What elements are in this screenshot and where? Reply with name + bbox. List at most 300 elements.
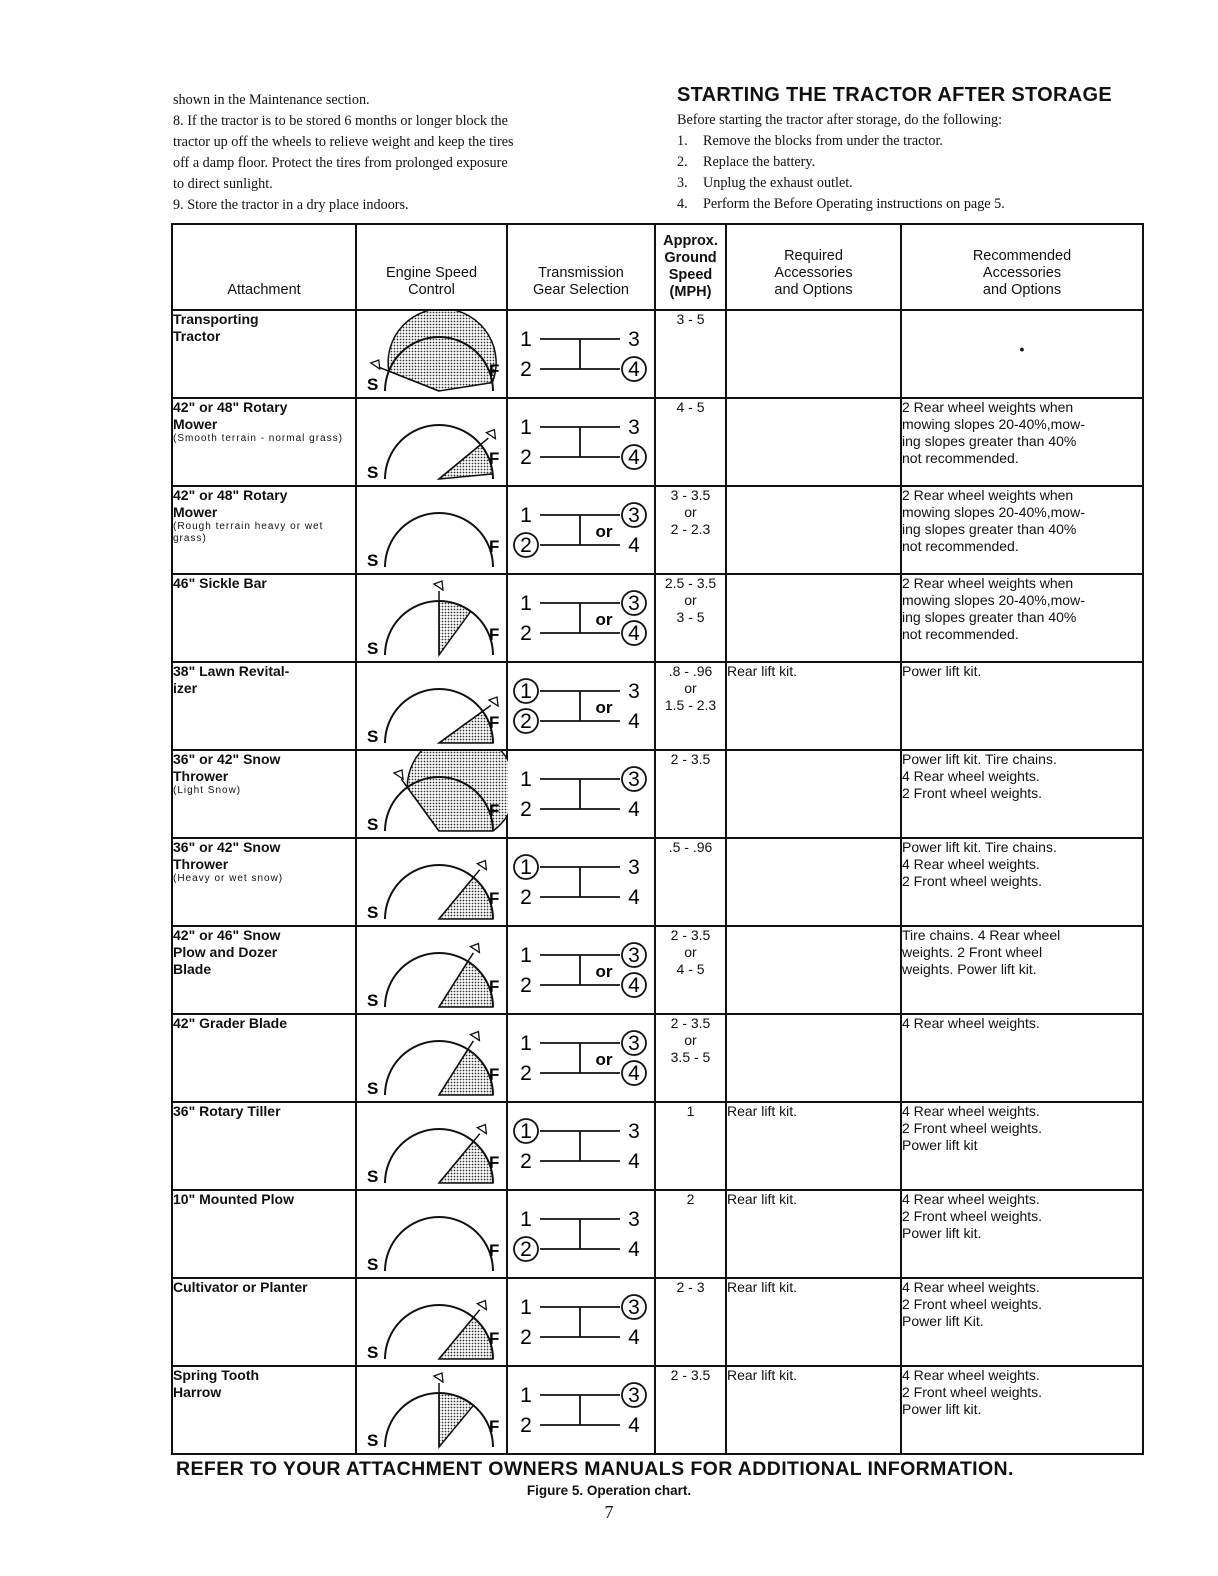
gear-1-label: 1	[520, 416, 532, 439]
engine-speed-cell	[356, 1278, 507, 1366]
ground-speed-line: 1	[686, 1103, 695, 1119]
attachment-name-line: Transporting	[173, 311, 259, 327]
engine-speed-gauge	[357, 487, 508, 573]
lever-start-arrow	[434, 1373, 443, 1382]
attachment-name-line: Mower	[173, 416, 218, 432]
recommended-accessory-line: 2 Front wheel weights.	[902, 1296, 1043, 1312]
gear-selection-diagram	[508, 1367, 656, 1453]
fast-label: F	[489, 713, 500, 732]
table-row	[172, 926, 1143, 1014]
recommended-accessories-cell	[901, 1102, 1143, 1190]
fast-label: F	[489, 1241, 500, 1260]
recommended-accessory-line: Power lift kit.	[902, 1225, 982, 1241]
recommended-accessories-cell	[901, 1366, 1143, 1454]
ground-speed-cell	[655, 1014, 726, 1102]
gear-1-label: 1	[520, 592, 532, 615]
engine-speed-gauge	[357, 1279, 508, 1365]
recommended-accessory-line: Power lift kit. Tire chains.	[902, 839, 1057, 855]
recommended-accessories-cell	[901, 1190, 1143, 1278]
gear-3-label: 3	[628, 856, 640, 879]
gear-2-label: 2	[520, 886, 532, 909]
attachment-name-line: 36" Rotary Tiller	[173, 1103, 281, 1119]
attachment-name	[172, 398, 356, 486]
gear-1-label: 1	[520, 1032, 532, 1055]
required-accessories-cell	[726, 1014, 901, 1102]
engine-speed-cell	[356, 486, 507, 574]
gear-2-label: 2	[520, 534, 532, 557]
gear-1-label: 1	[520, 944, 532, 967]
attachment-name-line: 10" Mounted Plow	[173, 1191, 294, 1207]
header-engine-speed: Engine Speed Control	[356, 224, 507, 310]
right-column	[677, 84, 1147, 215]
engine-speed-gauge	[357, 399, 508, 485]
left-text-line: shown in the Maintenance section.	[173, 92, 370, 108]
recommended-accessory-line: Power lift kit.	[902, 1401, 982, 1417]
recommended-accessory-line: weights. 2 Front wheel	[902, 944, 1043, 960]
ground-speed-cell	[655, 1366, 726, 1454]
slow-label: S	[367, 1167, 379, 1186]
transmission-cell	[507, 662, 655, 750]
engine-speed-gauge	[357, 927, 508, 1013]
recommended-accessories-cell	[901, 574, 1143, 662]
transmission-cell	[507, 486, 655, 574]
gear-4-label: 4	[628, 1414, 640, 1437]
transmission-cell	[507, 750, 655, 838]
gear-4-label: 4	[628, 974, 640, 997]
slow-label: S	[367, 463, 379, 482]
table-row	[172, 1102, 1143, 1190]
left-column-text	[173, 90, 643, 216]
fast-label: F	[489, 1065, 500, 1084]
step-text: Unplug the exhaust outlet.	[703, 175, 853, 191]
recommended-accessory-line: Tire chains. 4 Rear wheel	[902, 927, 1061, 943]
gear-3-label: 3	[628, 944, 640, 967]
gear-2-label: 2	[520, 710, 532, 733]
gear-2-label: 2	[520, 1062, 532, 1085]
gauge-arc	[385, 1217, 493, 1271]
required-accessories-cell	[726, 310, 901, 398]
ground-speed-line: 3.5 - 5	[670, 1049, 711, 1065]
transmission-cell	[507, 926, 655, 1014]
recommended-accessory-line: ing slopes greater than 40%	[902, 609, 1077, 625]
required-accessory-line: Rear lift kit.	[727, 1103, 798, 1119]
operation-chart	[171, 223, 1144, 1455]
ground-speed-line: or	[684, 680, 697, 696]
gear-4-label: 4	[628, 886, 640, 909]
gear-4-label: 4	[628, 1150, 640, 1173]
gear-selection-diagram	[508, 1015, 656, 1101]
required-accessory-line: Rear lift kit.	[727, 1191, 798, 1207]
lever-start-arrow	[486, 430, 495, 439]
ground-speed-line: 3 - 5	[676, 311, 705, 327]
recommended-accessories-cell	[901, 662, 1143, 750]
transmission-cell	[507, 1014, 655, 1102]
gear-1-label: 1	[520, 1120, 532, 1143]
table-row	[172, 1278, 1143, 1366]
attachment-condition: (Light Snow)	[173, 785, 242, 796]
attachment-condition: (Heavy or wet snow)	[173, 873, 284, 884]
required-accessories-cell	[726, 750, 901, 838]
attachment-name	[172, 574, 356, 662]
or-label: or	[595, 962, 613, 981]
ground-speed-line: 2.5 - 3.5	[664, 575, 717, 591]
table-row	[172, 486, 1143, 574]
ground-speed-line: or	[684, 1032, 697, 1048]
gear-1-label: 1	[520, 680, 532, 703]
gear-4-label: 4	[628, 1238, 640, 1261]
recommended-accessory-line: •	[1019, 341, 1025, 357]
header-recommended-accessories: Recommended Accessories and Options	[901, 224, 1143, 310]
gear-2-label: 2	[520, 1238, 532, 1261]
gear-3-label: 3	[628, 1296, 640, 1319]
gear-1-label: 1	[520, 768, 532, 791]
lever-start-arrow	[470, 1032, 479, 1041]
recommended-accessory-line: 4 Rear wheel weights.	[902, 1279, 1040, 1295]
step-number: 1.	[677, 133, 688, 149]
ground-speed-line: 2 - 3.5	[670, 927, 711, 943]
gear-3-label: 3	[628, 1208, 640, 1231]
slow-label: S	[367, 1343, 379, 1362]
speed-range-wedge	[439, 1141, 493, 1183]
left-text-line: tractor up off the wheels to relieve weight and keep the tires	[173, 134, 514, 150]
attachment-name	[172, 1190, 356, 1278]
engine-speed-gauge	[357, 663, 508, 749]
lever-start-arrow	[394, 770, 403, 779]
attachment-name-line: Thrower	[173, 856, 229, 872]
ground-speed-line: 4 - 5	[676, 399, 705, 415]
gear-1-label: 1	[520, 328, 532, 351]
ground-speed-cell	[655, 1278, 726, 1366]
gear-4-label: 4	[628, 798, 640, 821]
gear-2-label: 2	[520, 1326, 532, 1349]
lever-start-arrow	[434, 581, 443, 590]
attachment-name-line: 36" or 42" Snow	[173, 839, 281, 855]
table-row	[172, 662, 1143, 750]
recommended-accessory-line: weights. Power lift kit.	[902, 961, 1037, 977]
required-accessories-cell	[726, 574, 901, 662]
ground-speed-cell	[655, 926, 726, 1014]
gauge-arc	[385, 513, 493, 567]
gear-3-label: 3	[628, 328, 640, 351]
gear-4-label: 4	[628, 1062, 640, 1085]
fast-label: F	[489, 977, 500, 996]
engine-speed-gauge	[357, 839, 508, 925]
ground-speed-line: 2 - 2.3	[670, 521, 711, 537]
recommended-accessories-cell	[901, 926, 1143, 1014]
lever-start-arrow	[477, 861, 486, 870]
attachment-name	[172, 1014, 356, 1102]
or-label: or	[595, 1050, 613, 1069]
ground-speed-line: 1.5 - 2.3	[664, 697, 717, 713]
gear-selection-diagram	[508, 1191, 656, 1277]
fast-label: F	[489, 1329, 500, 1348]
storage-step	[677, 173, 1147, 194]
step-text: Perform the Before Operating instructions on page 5.	[703, 196, 1005, 212]
step-number: 4.	[677, 196, 688, 212]
fast-label: F	[489, 625, 500, 644]
ground-speed-line: .5 - .96	[668, 839, 713, 855]
slow-label: S	[367, 639, 379, 658]
table-row	[172, 1366, 1143, 1454]
attachment-name	[172, 838, 356, 926]
attachment-name	[172, 750, 356, 838]
header-attachment: Attachment	[172, 224, 356, 310]
lever-start-arrow	[477, 1301, 486, 1310]
lever-start-arrow	[371, 360, 380, 369]
slow-label: S	[367, 1255, 379, 1274]
ground-speed-line: 2 - 3.5	[670, 1015, 711, 1031]
page-number: 7	[604, 1502, 614, 1522]
recommended-accessory-line: 2 Rear wheel weights when	[902, 399, 1074, 415]
gear-2-label: 2	[520, 974, 532, 997]
fast-label: F	[489, 1417, 500, 1436]
ground-speed-line: 2 - 3.5	[670, 751, 711, 767]
recommended-accessory-line: 4 Rear wheel weights.	[902, 1015, 1040, 1031]
attachment-name	[172, 662, 356, 750]
left-text-line: off a damp floor. Protect the tires from prolonged exposure	[173, 155, 508, 171]
engine-speed-gauge	[357, 1015, 508, 1101]
engine-speed-gauge	[357, 1103, 508, 1189]
attachment-condition: (Smooth terrain - normal grass)	[173, 433, 343, 444]
storage-step	[677, 194, 1147, 215]
recommended-accessory-line: 2 Front wheel weights.	[902, 1208, 1043, 1224]
ground-speed-line: 2 - 3.5	[670, 1367, 711, 1383]
table-row	[172, 1190, 1143, 1278]
table-row	[172, 310, 1143, 398]
lever-start-arrow	[470, 944, 479, 953]
attachment-name-line: Cultivator or Planter	[173, 1279, 308, 1295]
gear-4-label: 4	[628, 358, 640, 381]
gear-1-label: 1	[520, 1296, 532, 1319]
required-accessories-cell	[726, 926, 901, 1014]
ground-speed-line: 3 - 5	[676, 609, 705, 625]
ground-speed-cell	[655, 574, 726, 662]
gear-2-label: 2	[520, 1414, 532, 1437]
recommended-accessory-line: 2 Front wheel weights.	[902, 873, 1043, 889]
attachment-name-line: Spring Tooth	[173, 1367, 260, 1383]
required-accessories-cell	[726, 1190, 901, 1278]
required-accessories-cell	[726, 486, 901, 574]
gear-1-label: 1	[520, 1208, 532, 1231]
gear-3-label: 3	[628, 592, 640, 615]
slow-label: S	[367, 727, 379, 746]
recommended-accessories-cell	[901, 750, 1143, 838]
attachment-name-line: 42" or 46" Snow	[173, 927, 281, 943]
ground-speed-cell	[655, 1102, 726, 1190]
gear-3-label: 3	[628, 1032, 640, 1055]
engine-speed-gauge	[357, 751, 508, 837]
attachment-name-line: Thrower	[173, 768, 229, 784]
required-accessories-cell	[726, 1102, 901, 1190]
attachment-name	[172, 926, 356, 1014]
recommended-accessory-line: not recommended.	[902, 450, 1019, 466]
ground-speed-cell	[655, 750, 726, 838]
required-accessory-line: Rear lift kit.	[727, 1279, 798, 1295]
gear-2-label: 2	[520, 358, 532, 381]
footer-note: REFER TO YOUR ATTACHMENT OWNERS MANUALS FOR ADDITIONAL INFORMATION.	[176, 1458, 1014, 1480]
required-accessories-cell	[726, 1278, 901, 1366]
recommended-accessory-line: mowing slopes 20-40%,mow-	[902, 592, 1085, 608]
gear-3-label: 3	[628, 1384, 640, 1407]
table-row	[172, 838, 1143, 926]
header-ground-speed: Approx. Ground Speed (MPH)	[655, 224, 726, 310]
slow-label: S	[367, 903, 379, 922]
engine-speed-cell	[356, 662, 507, 750]
engine-speed-cell	[356, 1014, 507, 1102]
recommended-accessory-line: ing slopes greater than 40%	[902, 521, 1077, 537]
section-intro: Before starting the tractor after storage, do the following:	[677, 112, 1003, 128]
gear-selection-diagram	[508, 487, 656, 573]
gear-3-label: 3	[628, 416, 640, 439]
engine-speed-cell	[356, 398, 507, 486]
recommended-accessory-line: Power lift kit	[902, 1137, 978, 1153]
fast-label: F	[489, 1153, 500, 1172]
engine-speed-cell	[356, 1102, 507, 1190]
table-row	[172, 1014, 1143, 1102]
ground-speed-line: 4 - 5	[676, 961, 705, 977]
attachment-name	[172, 486, 356, 574]
attachment-name-line: 36" or 42" Snow	[173, 751, 281, 767]
recommended-accessory-line: 4 Rear wheel weights.	[902, 1103, 1040, 1119]
slow-label: S	[367, 991, 379, 1010]
gear-4-label: 4	[628, 446, 640, 469]
required-accessories-cell	[726, 1366, 901, 1454]
recommended-accessory-line: 4 Rear wheel weights.	[902, 1191, 1040, 1207]
required-accessories-cell	[726, 838, 901, 926]
engine-speed-cell	[356, 750, 507, 838]
gear-2-label: 2	[520, 798, 532, 821]
ground-speed-line: or	[684, 504, 697, 520]
left-text-line: 9. Store the tractor in a dry place indoors.	[173, 197, 409, 213]
recommended-accessories-cell	[901, 838, 1143, 926]
speed-range-wedge	[439, 877, 493, 919]
ground-speed-cell	[655, 1190, 726, 1278]
step-number: 2.	[677, 154, 688, 170]
attachment-name-line: Blade	[173, 961, 212, 977]
slow-label: S	[367, 1431, 379, 1450]
section-title: STARTING THE TRACTOR AFTER STORAGE	[677, 84, 1113, 106]
slow-label: S	[367, 375, 379, 394]
gear-4-label: 4	[628, 1326, 640, 1349]
gear-3-label: 3	[628, 504, 640, 527]
ground-speed-cell	[655, 310, 726, 398]
ground-speed-line: or	[684, 592, 697, 608]
fast-label: F	[489, 537, 500, 556]
attachment-name	[172, 310, 356, 398]
recommended-accessory-line: 2 Front wheel weights.	[902, 1384, 1043, 1400]
required-accessory-line: Rear lift kit.	[727, 663, 798, 679]
gear-selection-diagram	[508, 663, 656, 749]
attachment-name-line: Plow and Dozer	[173, 944, 278, 960]
attachment-name-line: 38" Lawn Revital-	[173, 663, 290, 679]
gear-2-label: 2	[520, 622, 532, 645]
ground-speed-line: 2	[686, 1191, 695, 1207]
attachment-name	[172, 1102, 356, 1190]
recommended-accessory-line: not recommended.	[902, 626, 1019, 642]
engine-speed-cell	[356, 838, 507, 926]
recommended-accessory-line: 2 Front wheel weights.	[902, 1120, 1043, 1136]
gear-3-label: 3	[628, 1120, 640, 1143]
recommended-accessory-line: 4 Rear wheel weights.	[902, 768, 1040, 784]
recommended-accessories-cell	[901, 486, 1143, 574]
recommended-accessory-line: Power lift Kit.	[902, 1313, 984, 1329]
attachment-name	[172, 1366, 356, 1454]
engine-speed-gauge	[357, 311, 508, 397]
gear-selection-diagram	[508, 1103, 656, 1189]
attachment-condition: (Rough terrain heavy or wet grass)	[173, 521, 324, 544]
ground-speed-cell	[655, 398, 726, 486]
gear-selection-diagram	[508, 311, 656, 397]
gear-4-label: 4	[628, 710, 640, 733]
speed-range-wedge	[388, 311, 496, 391]
ground-speed-cell	[655, 838, 726, 926]
attachment-name-line: 42" Grader Blade	[173, 1015, 288, 1031]
lever-start-arrow	[477, 1125, 486, 1134]
attachment-name-line: Harrow	[173, 1384, 222, 1400]
slow-label: S	[367, 1079, 379, 1098]
recommended-accessory-line: 2 Rear wheel weights when	[902, 487, 1074, 503]
engine-speed-cell	[356, 1366, 507, 1454]
header-required-accessories: Required Accessories and Options	[726, 224, 901, 310]
gear-1-label: 1	[520, 1384, 532, 1407]
recommended-accessory-line: Power lift kit.	[902, 663, 982, 679]
transmission-cell	[507, 1278, 655, 1366]
fast-label: F	[489, 801, 500, 820]
slow-label: S	[367, 815, 379, 834]
table-row	[172, 750, 1143, 838]
attachment-name-line: Mower	[173, 504, 218, 520]
step-text: Remove the blocks from under the tractor.	[703, 133, 943, 149]
gear-3-label: 3	[628, 680, 640, 703]
recommended-accessory-line: Power lift kit. Tire chains.	[902, 751, 1057, 767]
step-text: Replace the battery.	[703, 154, 816, 170]
recommended-accessory-line: ing slopes greater than 40%	[902, 433, 1077, 449]
required-accessories-cell	[726, 662, 901, 750]
fast-label: F	[489, 889, 500, 908]
gear-3-label: 3	[628, 768, 640, 791]
gear-4-label: 4	[628, 622, 640, 645]
speed-range-wedge	[439, 1049, 493, 1095]
storage-step	[677, 152, 1147, 173]
gear-4-label: 4	[628, 534, 640, 557]
ground-speed-cell	[655, 662, 726, 750]
recommended-accessories-cell	[901, 398, 1143, 486]
gear-selection-diagram	[508, 399, 656, 485]
table-row	[172, 398, 1143, 486]
or-label: or	[595, 522, 613, 541]
left-text-line: 8. If the tractor is to be stored 6 months or longer block the	[173, 113, 508, 129]
recommended-accessory-line: mowing slopes 20-40%,mow-	[902, 416, 1085, 432]
header-transmission: Transmission Gear Selection	[507, 224, 655, 310]
engine-speed-cell	[356, 310, 507, 398]
required-accessory-line: Rear lift kit.	[727, 1367, 798, 1383]
attachment-name-line: 46" Sickle Bar	[173, 575, 267, 591]
recommended-accessory-line: 4 Rear wheel weights.	[902, 856, 1040, 872]
recommended-accessories-cell	[901, 1014, 1143, 1102]
step-number: 3.	[677, 175, 688, 191]
transmission-cell	[507, 838, 655, 926]
slow-label: S	[367, 551, 379, 570]
gear-1-label: 1	[520, 504, 532, 527]
gear-selection-diagram	[508, 1279, 656, 1365]
engine-speed-gauge	[357, 1367, 508, 1453]
speed-range-wedge	[439, 1317, 493, 1359]
engine-speed-gauge	[357, 1191, 508, 1277]
fast-label: F	[489, 361, 500, 380]
transmission-cell	[507, 1102, 655, 1190]
recommended-accessory-line: not recommended.	[902, 538, 1019, 554]
gear-selection-diagram	[508, 927, 656, 1013]
